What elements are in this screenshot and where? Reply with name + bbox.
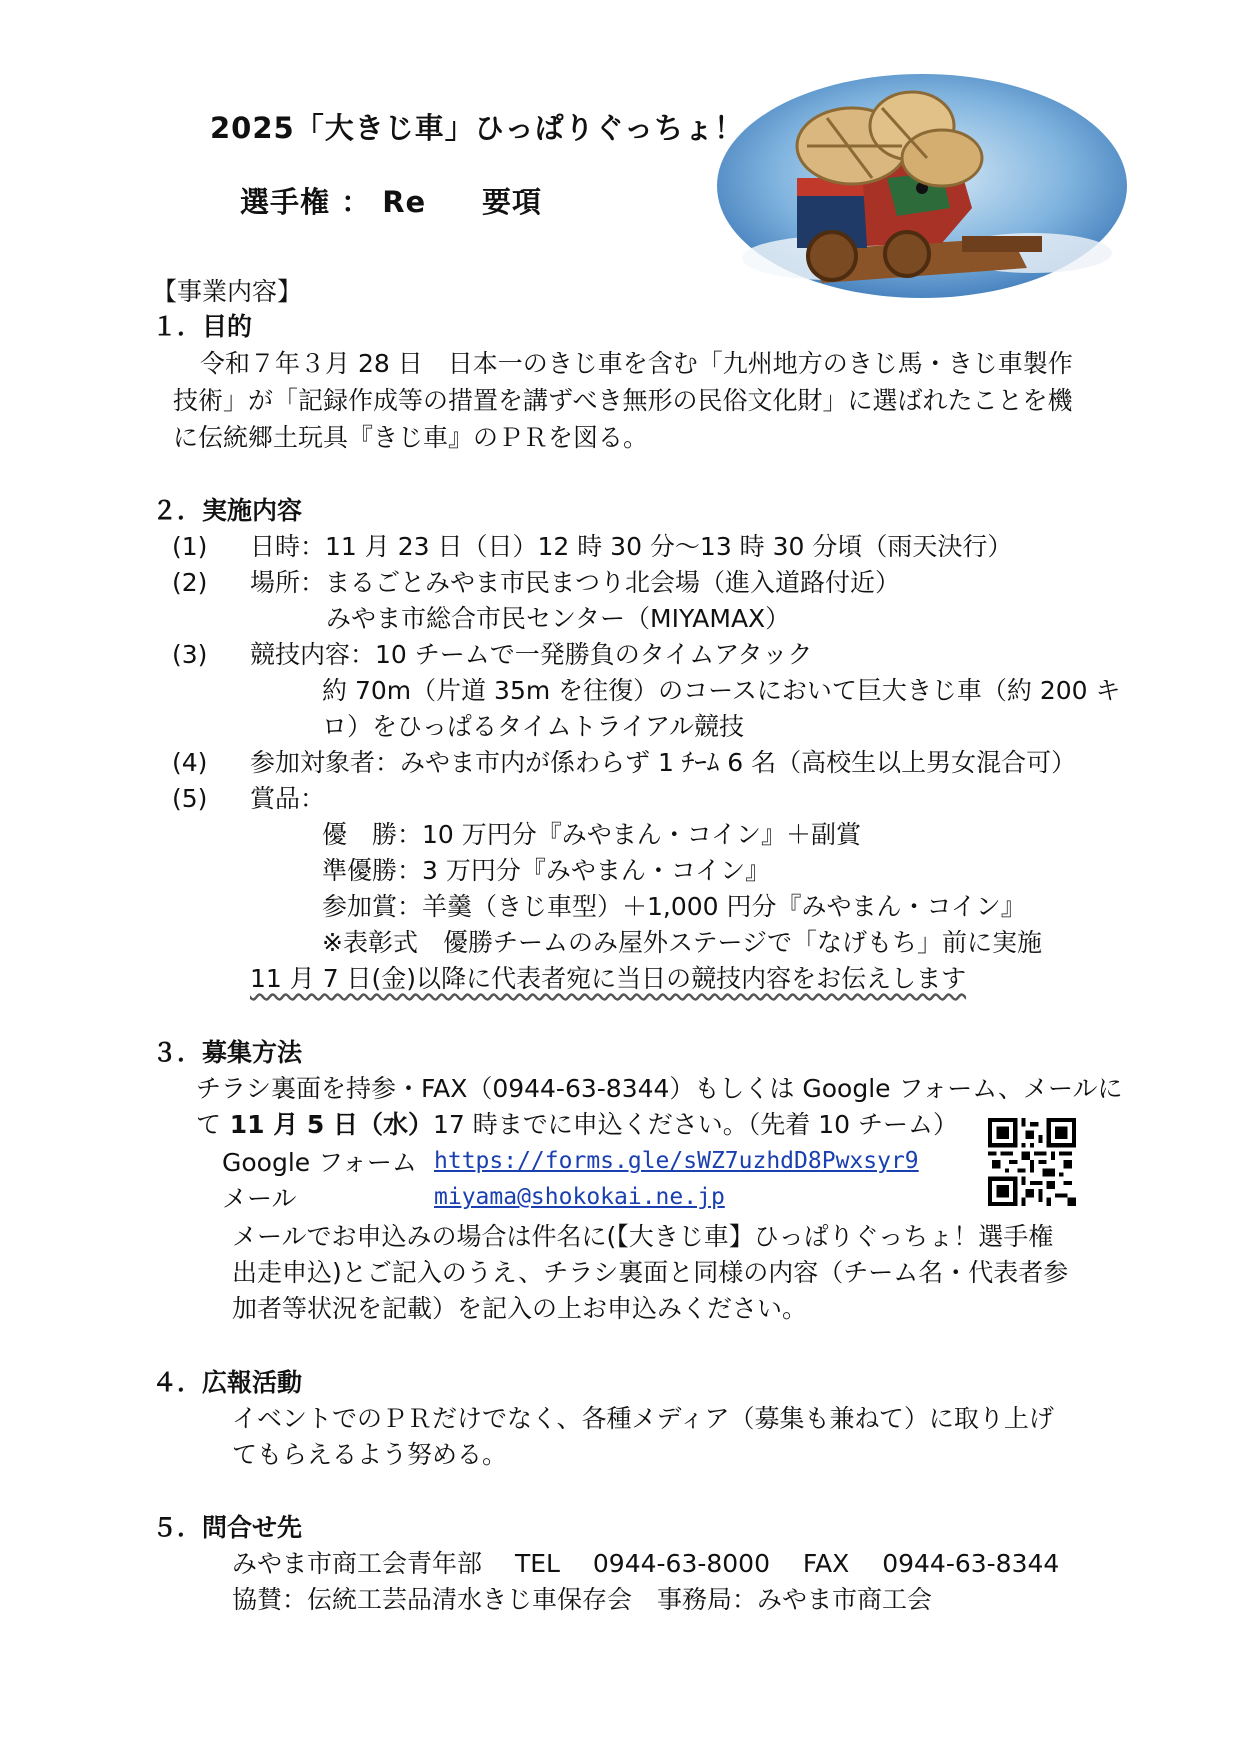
recruitment-prefix: て (196, 1110, 222, 1139)
heading-purpose: １．目的 (152, 312, 253, 341)
item-text: 日時：11 月 23 日（日）12 時 30 分～13 時 30 分頃（雨天決行） (250, 532, 1013, 561)
item-text: 参加対象者：みやま市内が係わらず 1 ﾁｰﾑ 6 名（高校生以上男女混合可） (250, 748, 1077, 777)
prize-line: 優 勝：10 万円分『みやまん・コイン』＋副賞 (322, 820, 862, 849)
document-subtitle: 選手権 ： Re (240, 185, 427, 219)
item-text: 約 70m（片道 35m を往復）のコースにおいて巨大きじ車（約 200 キ (322, 676, 1121, 705)
prize-line: 参加賞：羊羹（きじ車型）＋1,000 円分『みやまん・コイン』 (322, 892, 1026, 921)
sponsor-line: 協賛：伝統工芸品清水きじ車保存会 事務局：みやま市商工会 (232, 1585, 933, 1614)
document-title: 2025「大きじ車」ひっぱりぐっちょ！ (210, 111, 745, 145)
deadline: 11 月 5 日（水） (221, 1110, 434, 1139)
purpose-line: に伝統郷土玩具『きじ車』のＰＲを図る。 (173, 423, 649, 452)
qr-code-icon[interactable] (988, 1118, 1076, 1206)
item-number: (2) (172, 568, 208, 597)
purpose-line: 技術」が「記録作成等の措置を講ずべき無形の民俗文化財」に選ばれたことを機 (173, 386, 1073, 415)
kiji-cart-illustration (712, 68, 1132, 318)
item-number: (5) (172, 784, 208, 813)
heading-recruitment: ３．募集方法 (152, 1038, 303, 1067)
mail-instruction: 出走申込)とご記入のうえ、チラシ裏面と同様の内容（チーム名・代表者参 (232, 1258, 1069, 1287)
publicity-line: イベントでのＰＲだけでなく、各種メディア（募集も兼ねて）に取り上げ (232, 1404, 1054, 1433)
google-form-link[interactable]: https://forms.gle/sWZ7uzhdD8Pwxsyr9 (434, 1148, 919, 1174)
item-text: みやま市総合市民センター（MIYAMAX） (326, 604, 791, 633)
item-number: (4) (172, 748, 208, 777)
recruitment-suffix: 17 時までに申込ください。（先着 10 チーム） (433, 1110, 958, 1139)
heading-publicity: ４．広報活動 (152, 1368, 303, 1397)
item-text: ロ）をひっぱるタイムトライアル競技 (322, 712, 745, 741)
contact-line: みやま市商工会青年部 TEL 0944-63-8000 FAX 0944-63-8344 (232, 1549, 1060, 1578)
prize-line: 準優勝：3 万円分『みやまん・コイン』 (322, 856, 771, 885)
item-number: (3) (172, 640, 208, 669)
section-label: 【事業内容】 (152, 277, 303, 306)
prize-note: ※表彰式 優勝チームのみ屋外ステージで「なげもち」前に実施 (322, 928, 1042, 957)
recruitment-line: チラシ裏面を持参・FAX（0944-63-8344）もしくは Google フォーム、メールに (196, 1074, 1123, 1103)
purpose-line: 令和７年３月 28 日 日本一のきじ車を含む「九州地方のきじ馬・きじ車製作 (200, 349, 1073, 378)
item-text: 賞品： (250, 784, 326, 813)
notice-line: 11 月 7 日(金)以降に代表者宛に当日の競技内容をお伝えします (250, 964, 967, 993)
document-subtitle-suffix: 要項 (482, 185, 543, 219)
mail-instruction: 加者等状況を記載）を記入の上お申込みください。 (232, 1294, 808, 1323)
mail-label: メール (222, 1184, 297, 1213)
google-form-label: Google フォーム (222, 1148, 417, 1177)
recruitment-line (196, 1108, 958, 1142)
mail-instruction: メールでお申込みの場合は件名に(【大きじ車】ひっぱりぐっちょ！選手権 (232, 1222, 1054, 1251)
heading-details: ２．実施内容 (152, 496, 303, 525)
item-number: (1) (172, 532, 208, 561)
item-text: 場所：まるごとみやま市民まつり北会場（進入道路付近） (250, 568, 901, 597)
item-text: 競技内容：10 チームで一発勝負のタイムアタック (250, 640, 813, 669)
mail-link[interactable]: miyama@shokokai.ne.jp (434, 1184, 725, 1210)
publicity-line: てもらえるよう努める。 (232, 1440, 508, 1469)
heading-contact: ５．問合せ先 (152, 1513, 303, 1542)
